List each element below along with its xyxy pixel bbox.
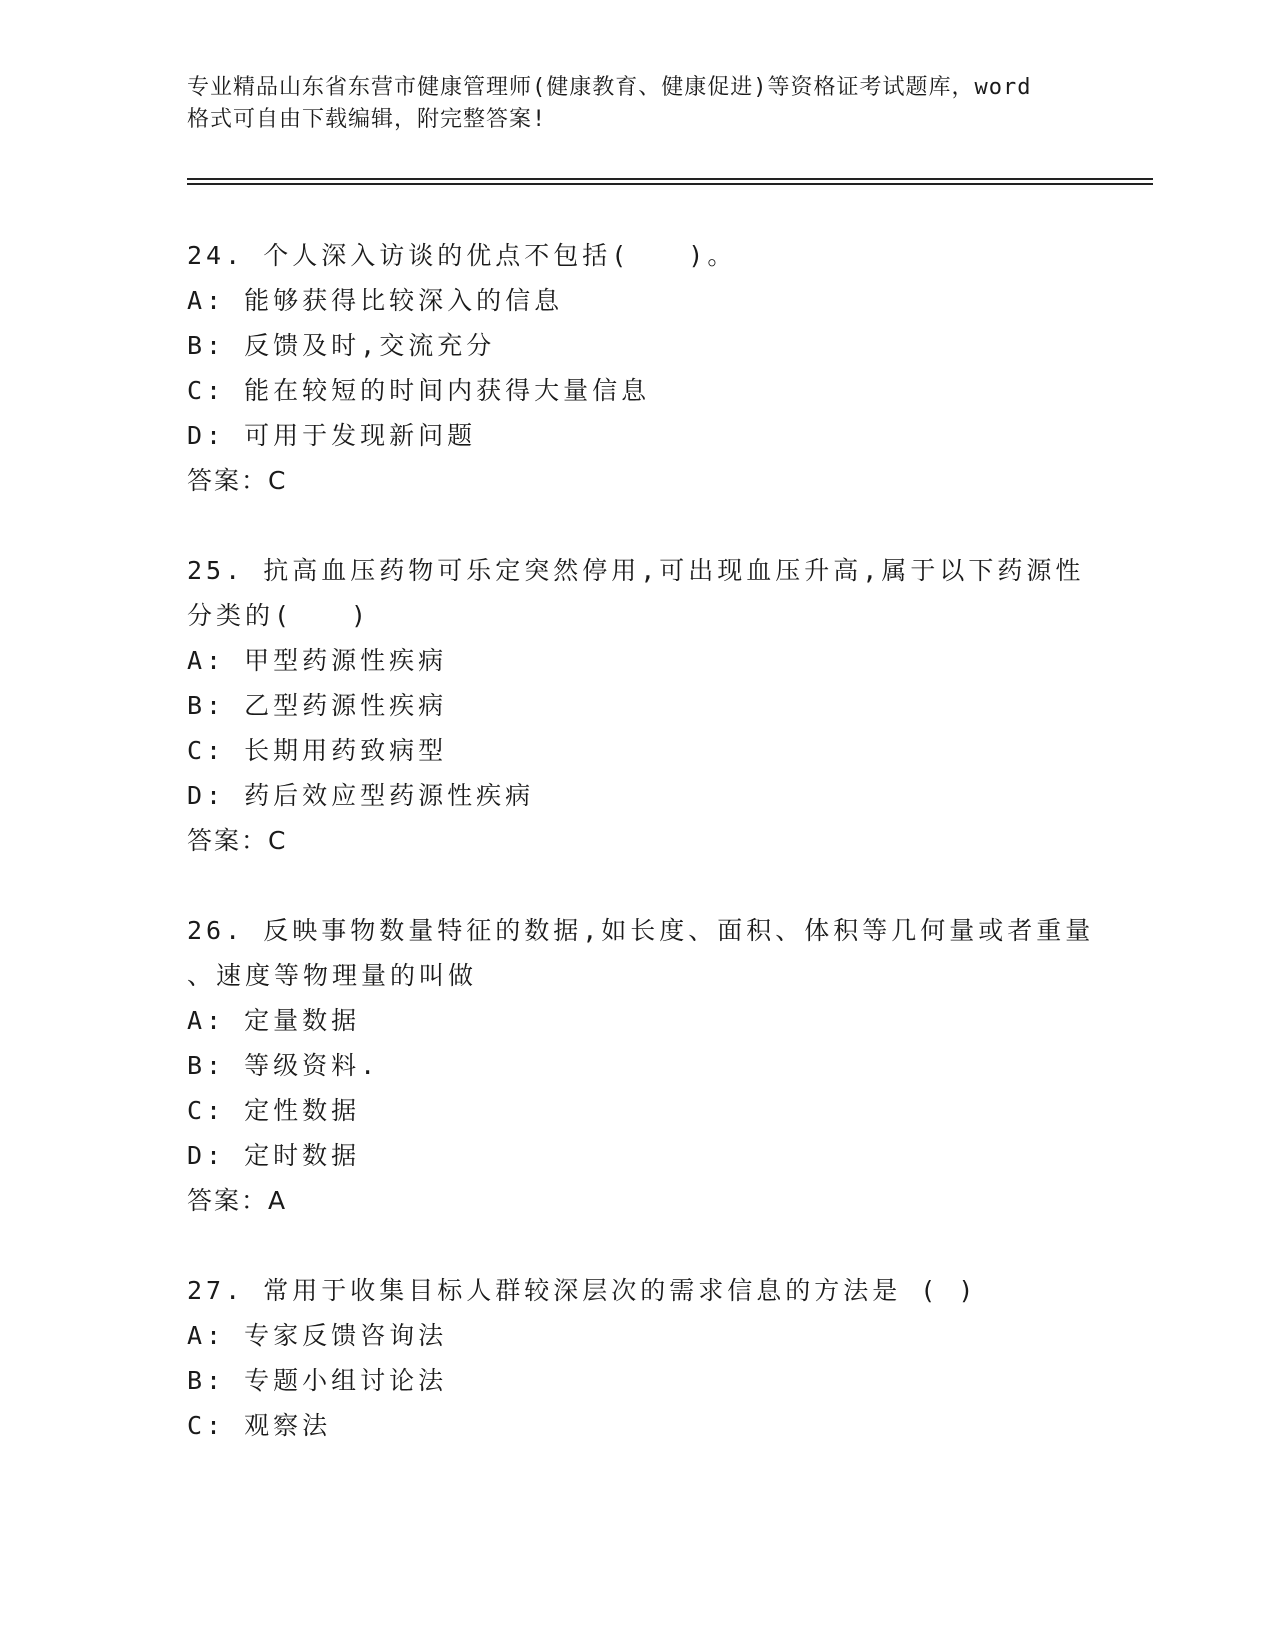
header-divider-top bbox=[187, 178, 1153, 180]
option-b: B: 反馈及时,交流充分 bbox=[187, 331, 496, 360]
question-stem-line-1: 抗高血压药物可乐定突然停用,可出现血压升高,属于以下药源性 bbox=[263, 556, 1085, 585]
option-a: A: 专家反馈咨询法 bbox=[187, 1321, 448, 1350]
question-25 bbox=[187, 548, 1107, 863]
option-b: B: 等级资料. bbox=[187, 1051, 380, 1080]
option-d: D: 可用于发现新问题 bbox=[187, 421, 477, 450]
header-line-2: 格式可自由下载编辑，附完整答案! bbox=[187, 107, 547, 132]
option-d: D: 药后效应型药源性疾病 bbox=[187, 781, 535, 810]
option-a: A: 甲型药源性疾病 bbox=[187, 646, 448, 675]
question-24 bbox=[187, 233, 1107, 503]
question-stem: 常用于收集目标人群较深层次的需求信息的方法是 ( ) bbox=[263, 1276, 978, 1305]
question-stem-line-2: 分类的( ) bbox=[187, 601, 371, 630]
option-c: C: 能在较短的时间内获得大量信息 bbox=[187, 376, 651, 405]
option-b: B: 乙型药源性疾病 bbox=[187, 691, 448, 720]
header-divider-bottom bbox=[187, 183, 1153, 185]
document-header bbox=[187, 72, 1087, 136]
question-stem-line-2: 、速度等物理量的叫做 bbox=[187, 961, 478, 990]
question-26 bbox=[187, 908, 1107, 1223]
question-number: 26. bbox=[187, 916, 245, 945]
question-number: 25. bbox=[187, 556, 245, 585]
option-c: C: 观察法 bbox=[187, 1411, 332, 1440]
question-list bbox=[187, 233, 1107, 1493]
option-d: D: 定时数据 bbox=[187, 1141, 361, 1170]
question-stem: 个人深入访谈的优点不包括( )。 bbox=[263, 241, 737, 270]
header-line-1: 专业精品山东省东营市健康管理师(健康教育、健康促进)等资格证考试题库，word bbox=[187, 75, 1032, 100]
question-number: 27. bbox=[187, 1276, 245, 1305]
answer: 答案：A bbox=[187, 1186, 288, 1215]
answer: 答案：C bbox=[187, 826, 288, 855]
option-a: A: 能够获得比较深入的信息 bbox=[187, 286, 564, 315]
option-b: B: 专题小组讨论法 bbox=[187, 1366, 448, 1395]
option-c: C: 长期用药致病型 bbox=[187, 736, 448, 765]
question-number: 24. bbox=[187, 241, 245, 270]
answer: 答案：C bbox=[187, 466, 288, 495]
option-c: C: 定性数据 bbox=[187, 1096, 361, 1125]
question-stem-line-1: 反映事物数量特征的数据,如长度、面积、体积等几何量或者重量 bbox=[263, 916, 1095, 945]
question-27 bbox=[187, 1268, 1107, 1448]
option-a: A: 定量数据 bbox=[187, 1006, 361, 1035]
